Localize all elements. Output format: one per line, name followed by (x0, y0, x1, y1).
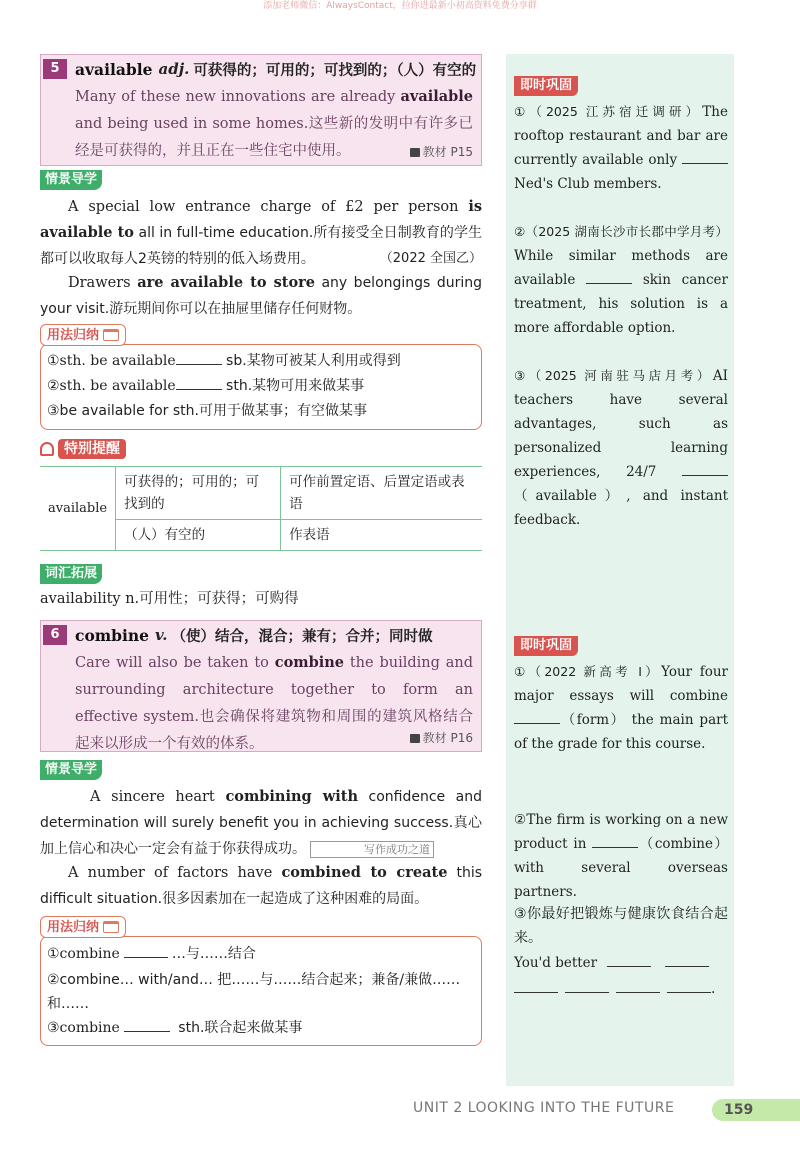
usage-box-available (40, 344, 482, 430)
quiz-label: 即时巩固 (514, 636, 578, 656)
scene-example-1: A special low entrance charge of £2 per person is available to all in full-time education.所有接受全日制教育的学生都可以收取每人2英镑的特别的低入场费用。 （2022 全国乙） (40, 198, 482, 267)
quiz-label: 即时巩固 (514, 76, 578, 96)
answer-blank[interactable] (514, 979, 558, 993)
entry-combine (40, 620, 482, 752)
part-of-speech: v. (155, 626, 168, 644)
writing-tag: 写作成功之道 (310, 841, 434, 858)
usage-line: ③combine sth.联合起来做某事 (47, 1020, 303, 1036)
blank (124, 944, 168, 958)
scene-example-2: Drawers are available to store any belongings during your visit.游玩期间你可以在抽屉里储存任何财物。 (40, 274, 482, 317)
scene-label: 情景导学 (40, 760, 102, 780)
definition: （使）结合，混合；兼有；合并；同时做 (171, 628, 433, 645)
answer-blank[interactable] (565, 979, 609, 993)
left-column (40, 0, 482, 1168)
answer-blank[interactable] (682, 150, 728, 164)
quiz-item: ③（2025 河南驻马店月考）AI teachers have several advantages, such as personalized learning experiences, 24/7 （available）, and instant feedback. (514, 368, 728, 528)
answer-blank[interactable] (616, 979, 660, 993)
usage-line: ②sth. be available sth.某物可用来做某事 (47, 378, 365, 394)
table-cell: available (40, 467, 116, 551)
answer-blank[interactable] (607, 953, 651, 967)
quiz-item: ②（2025 湖南长沙市长郡中学月考）While similar methods are available skin cancer treatment, his solution is a more affordable option. (514, 224, 728, 336)
usage-line: ①combine …与……结合 (47, 946, 256, 962)
box-icon (103, 329, 119, 341)
textbook-source: 教材 P16 (410, 729, 473, 746)
part-of-speech: adj. (158, 60, 190, 78)
answer-blank[interactable] (667, 979, 711, 993)
usage-label: 用法归纳 (40, 324, 126, 346)
blank (176, 351, 222, 365)
textbook-example: Many of these new innovations are already available and being used in some homes.这些新的发明中有许多已经是可获得的，并且正在一些住宅中使用。 (75, 88, 473, 159)
vocab-label: 词汇拓展 (40, 564, 102, 584)
page-number: 159 (712, 1099, 800, 1121)
usage-box-combine (40, 936, 482, 1046)
scene-example-1: A sincere heart combining with confidence and determination will surely benefit you in achieving success.真心加上信心和决心一定会有益于你获得成功。 写作成功之道 (40, 788, 482, 857)
blank (124, 1018, 170, 1032)
entry-number-badge: 5 (43, 59, 67, 79)
headword: combine (75, 625, 150, 645)
usage-label: 用法归纳 (40, 916, 126, 938)
top-banner: 添加老师微信：AlwaysContact，拉你进最新小初高资料免费分享群 (263, 1, 537, 11)
quiz-item: ①（2025 江苏宿迁调研）The rooftop restaurant and bar are currently available only Ned's Club members. (514, 104, 728, 192)
table-row (40, 467, 482, 520)
quiz-item: ②The firm is working on a new product in （combine） with several overseas partners. (514, 812, 728, 900)
blank (176, 376, 222, 390)
answer-blank[interactable] (682, 462, 728, 476)
headword: available (75, 59, 153, 79)
entry-available (40, 54, 482, 166)
table-cell: 作表语 (281, 520, 482, 551)
alert-label: 特别提醒 (40, 438, 126, 460)
entry-header (41, 623, 432, 647)
usage-line: ②combine… with/and… 把……与……结合起来；兼备/兼做……和…… (47, 972, 461, 1012)
table-cell: 可作前置定语、后置定语或表语 (281, 467, 482, 520)
book-icon (410, 148, 420, 157)
scene-example-2: A number of factors have combined to create this difficult situation.很多因素加在一起造成了这种困难的局面。 (40, 864, 483, 907)
usage-line: ①sth. be available sb.某物可被某人利用或得到 (47, 353, 401, 369)
textbook-source: 教材 P15 (410, 143, 473, 160)
answer-blank[interactable] (586, 270, 632, 284)
quiz-item: ③你最好把锻炼与健康饮食结合起来。 You'd better . (514, 906, 728, 997)
box-icon (103, 921, 119, 933)
answer-blank[interactable] (514, 710, 560, 724)
footer-unit-title: UNIT 2 LOOKING INTO THE FUTURE (413, 1100, 675, 1116)
book-icon (410, 734, 420, 743)
usage-line: ③be available for sth.可用于做某事；有空做某事 (47, 403, 367, 419)
quiz-item: ①（2022 新高考 Ⅰ）Your four major essays will combine （form） the main part of the grade for this course. (514, 664, 728, 752)
textbook-example: Care will also be taken to combine the building and surrounding architecture together to form an effective system.也会确保将建筑物和周围的建筑风格结合起来以形成一个有效的体系。 (75, 654, 473, 752)
note-table (40, 466, 482, 551)
answer-blank[interactable] (665, 953, 709, 967)
scene-label: 情景导学 (40, 170, 102, 190)
vocab-line: availability n.可用性；可获得；可购得 (40, 591, 299, 607)
practice-panel (506, 54, 734, 1086)
table-cell: （人）有空的 (116, 520, 281, 551)
definition: 可获得的；可用的；可找到的；（人）有空的 (193, 62, 477, 79)
entry-header (41, 57, 476, 81)
entry-number-badge: 6 (43, 625, 67, 645)
answer-blank[interactable] (592, 834, 638, 848)
bell-icon (40, 442, 54, 456)
table-cell: 可获得的；可用的；可找到的 (116, 467, 281, 520)
